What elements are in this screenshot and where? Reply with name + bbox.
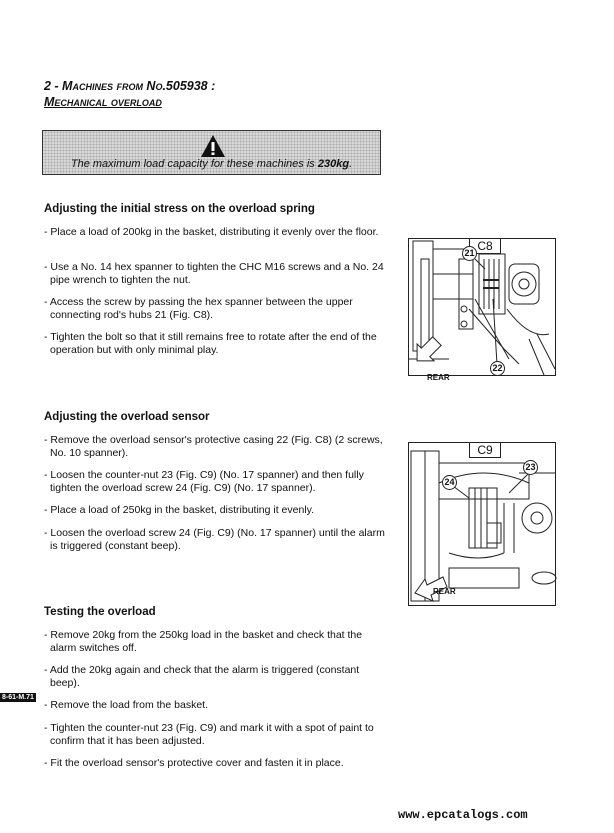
list-item: - Remove the overload sensor's protective casing 22 (Fig. C8) (2 screws, No. 10 spanner). [44, 434, 383, 459]
list-item: - Add the 20kg again and check that the alarm is triggered (constant beep). [44, 664, 360, 689]
callout-22: 22 [490, 361, 505, 376]
warning-text-suffix: . [349, 158, 353, 170]
list-item: - Tighten the counter-nut 23 (Fig. C9) and mark it with a spot of paint to confirm that it has been adjusted. [44, 722, 374, 747]
callout-21: 21 [462, 246, 477, 261]
rear-label: REAR [433, 587, 456, 596]
callout-23: 23 [523, 460, 538, 475]
figure-c8-drawing [409, 239, 555, 375]
warning-text-value: 230kg [317, 158, 350, 170]
warning-box [42, 130, 381, 175]
figure-c8 [408, 238, 556, 382]
warning-text [43, 158, 380, 170]
list-item: - Use a No. 14 hex spanner to tighten the CHC M16 screws and a No. 24 pipe wrench to tighten the nut. [44, 261, 384, 286]
list-item: - Loosen the counter-nut 23 (Fig. C9) (No. 17 spanner) and then fully tighten the overload screw 24 (Fig. C9) (No. 17 spanner). [44, 469, 364, 494]
heading-line1: 2 - Machines from No.505938 : [44, 79, 216, 93]
list-item: - Remove the load from the basket. [44, 699, 208, 711]
rear-label: REAR [427, 373, 450, 382]
section-heading [44, 78, 215, 110]
list-item: - Place a load of 200kg in the basket, distributing it evenly over the floor. [44, 226, 379, 238]
list-item: - Place a load of 250kg in the basket, distributing it evenly. [44, 504, 315, 516]
footer-url: www.epcatalogs.com [398, 808, 528, 822]
warning-triangle-icon [200, 134, 226, 158]
figure-c9 [408, 442, 556, 606]
heading-line2: Mechanical overload [44, 95, 162, 109]
figure-c9-label: C9 [469, 442, 501, 458]
figure-c8-label: C8 [469, 238, 501, 254]
warning-text-prefix: The maximum load capacity for these machines is [70, 158, 318, 170]
page-tab: 8-61-M.71 [2, 694, 34, 701]
section-title-overload-sensor: Adjusting the overload sensor [44, 411, 210, 423]
list-item: - Fit the overload sensor's protective cover and fasten it in place. [44, 757, 344, 769]
section-title-initial-stress: Adjusting the initial stress on the overload spring [44, 203, 315, 215]
list-item: - Remove 20kg from the 250kg load in the basket and check that the alarm switches off. [44, 629, 363, 654]
section-title-testing-overload: Testing the overload [44, 606, 156, 618]
callout-24: 24 [442, 475, 457, 490]
list-item: - Tighten the bolt so that it still remains free to rotate after the end of the operation but with only minimal play. [44, 331, 377, 356]
list-item: - Access the screw by passing the hex spanner between the upper connecting rod's hubs 21 (Fig. C8). [44, 296, 353, 321]
list-item: - Loosen the overload screw 24 (Fig. C9) (No. 17 spanner) until the alarm is triggered (constant beep). [44, 527, 385, 552]
